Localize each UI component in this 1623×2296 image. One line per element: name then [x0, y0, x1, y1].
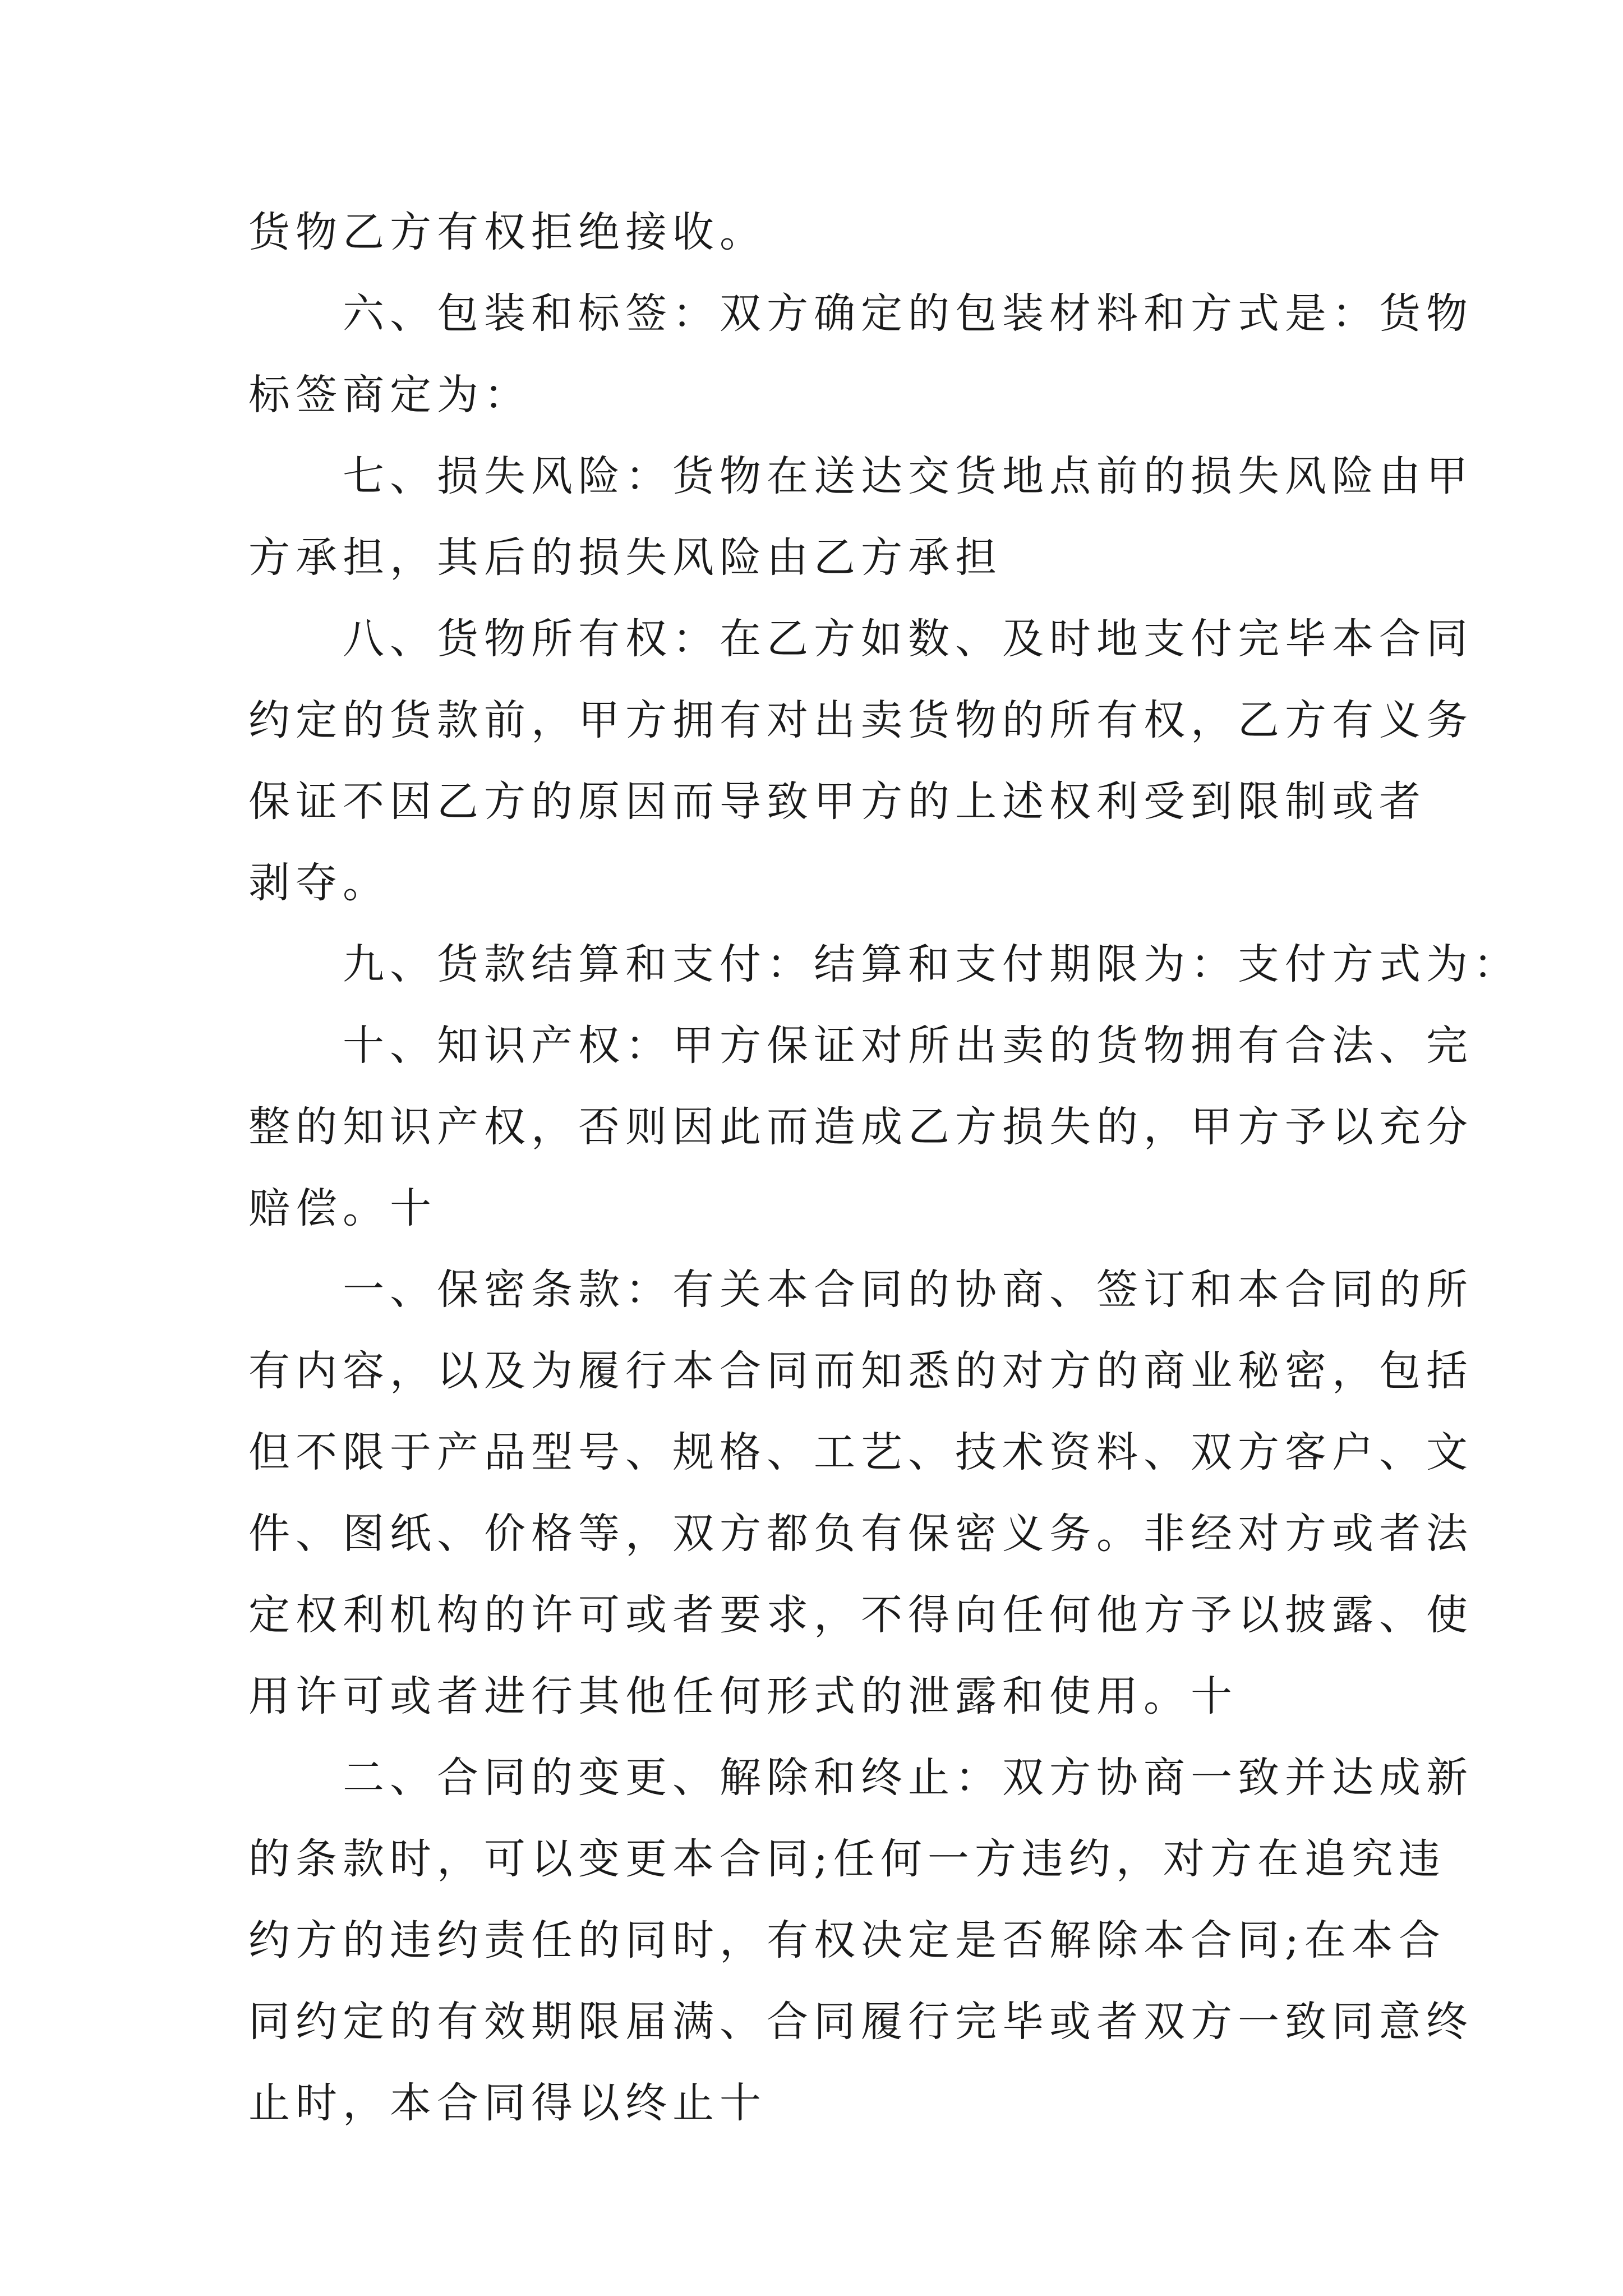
text-line: 约方的违约责任的同时，有权决定是否解除本合同;在本合: [248, 1916, 1446, 1964]
text-line: 件、图纸、价格等，双方都负有保密义务。非经对方或者法: [248, 1510, 1473, 1558]
text-line: 七、损失风险：货物在送达交货地点前的损失风险由甲: [343, 452, 1473, 500]
text-line: 止时，本合同得以终止十: [248, 2079, 767, 2127]
text-line: 一、保密条款：有关本合同的协商、签订和本合同的所: [343, 1266, 1473, 1314]
text-line: 六、包装和标签：双方确定的包装材料和方式是：货物: [343, 289, 1473, 338]
text-line: 同约定的有效期限届满、合同履行完毕或者双方一致同意终: [248, 1998, 1473, 2046]
text-line: 的条款时，可以变更本合同;任何一方违约，对方在追究违: [248, 1835, 1446, 1883]
text-line: 用许可或者进行其他任何形式的泄露和使用。十: [248, 1672, 1238, 1720]
text-line: 二、合同的变更、解除和终止：双方协商一致并达成新: [343, 1754, 1473, 1802]
text-line: 方承担，其后的损失风险由乙方承担: [248, 533, 1002, 582]
text-line: 整的知识产权，否则因此而造成乙方损失的，甲方予以充分: [248, 1103, 1473, 1151]
text-line: 定权利机构的许可或者要求，不得向任何他方予以披露、使: [248, 1591, 1473, 1639]
text-line: 货物乙方有权拒绝接收。: [248, 208, 767, 256]
document-body: [248, 192, 1520, 2144]
text-line: 保证不因乙方的原因而导致甲方的上述权利受到限制或者: [248, 777, 1426, 826]
text-line: 赔偿。十: [248, 1184, 437, 1232]
text-line: 九、货款结算和支付：结算和支付期限为：支付方式为：: [343, 940, 1520, 988]
text-line: 但不限于产品型号、规格、工艺、技术资料、双方客户、文: [248, 1428, 1473, 1476]
text-line: 标签商定为：: [248, 371, 531, 419]
text-line: 十、知识产权：甲方保证对所出卖的货物拥有合法、完: [343, 1022, 1473, 1070]
text-line: 约定的货款前，甲方拥有对出卖货物的所有权，乙方有义务: [248, 696, 1473, 744]
text-line: 有内容，以及为履行本合同而知悉的对方的商业秘密，包括: [248, 1347, 1473, 1395]
text-line: 剥夺。: [248, 859, 390, 907]
text-line: 八、货物所有权：在乙方如数、及时地支付完毕本合同: [343, 615, 1473, 663]
